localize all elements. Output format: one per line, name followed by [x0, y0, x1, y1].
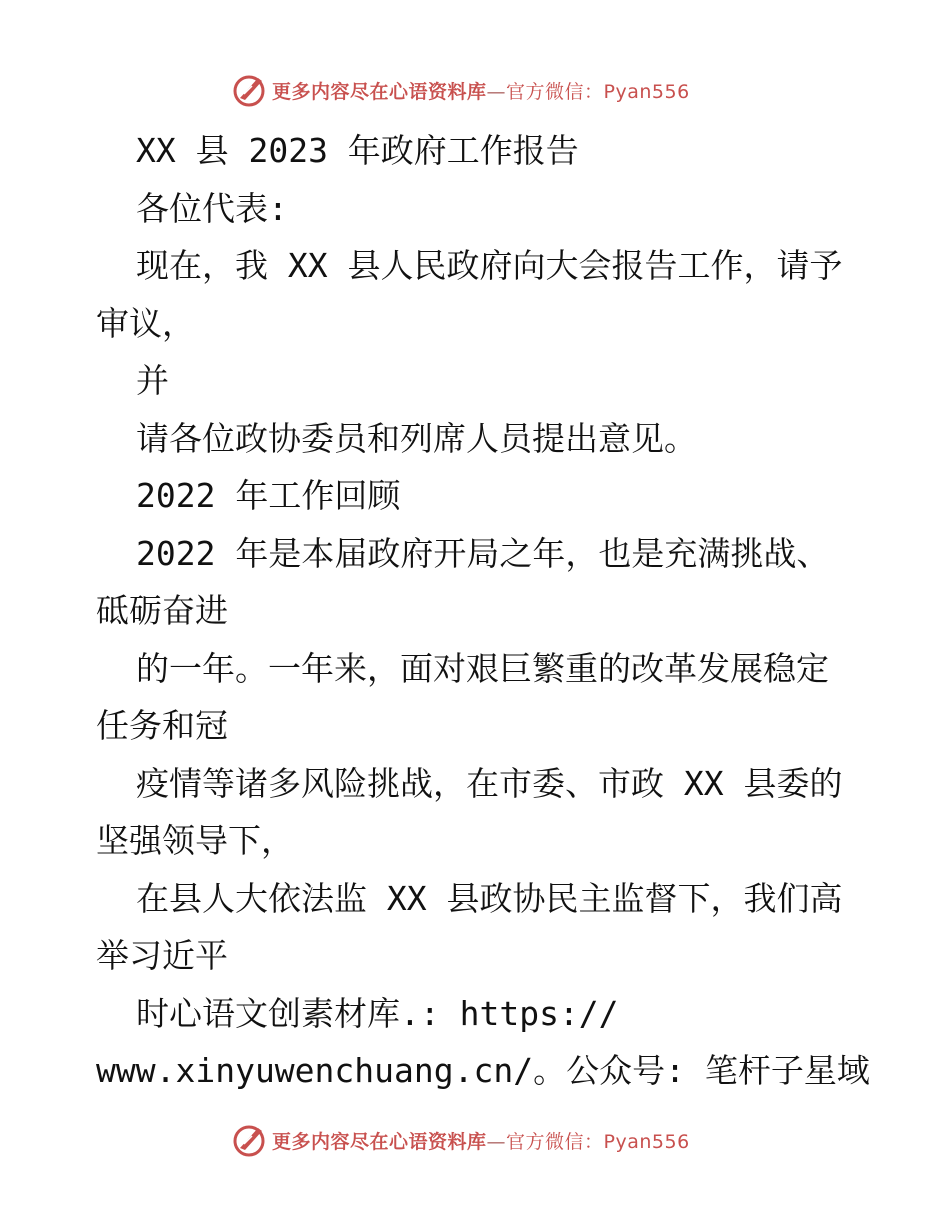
document-line: 疫情等诸多风险挑战，在市委、市政 XX 县委的: [136, 763, 843, 803]
document-line: 2022 年是本届政府开局之年，也是充满挑战、: [136, 533, 830, 573]
document-line: 坚强领导下，: [96, 821, 294, 860]
document-line: 在县人大依法监 XX 县政协民主监督下，我们高: [136, 878, 843, 918]
document-line: 现在，我 XX 县人民政府向大会报告工作，请予: [136, 246, 843, 285]
quill-seal-icon: [232, 1122, 268, 1158]
footer-banner: [232, 1120, 732, 1160]
banner-text: 更多内容尽在心语资料库—官方微信：Pyan556: [272, 1130, 690, 1153]
document-line: 审议，: [96, 303, 195, 343]
document-line: 各位代表:: [136, 188, 288, 228]
quill-seal-icon: [232, 72, 268, 108]
banner-text: 更多内容尽在心语资料库—官方微信：Pyan556: [272, 80, 690, 103]
document-line: 2022 年工作回顾: [136, 476, 401, 515]
document-line: 请各位政协委员和列席人员提出意见。: [136, 418, 697, 458]
document-body: [96, 122, 870, 1100]
document-line: 举习近平: [96, 936, 228, 975]
header-banner: [232, 70, 732, 110]
document-line: 砥砺奋进: [96, 591, 228, 630]
document-line: XX 县 2023 年政府工作报告: [136, 131, 579, 170]
document-line: www.xinyuwenchuang.cn/。公众号: 笔杆子星域: [96, 1051, 870, 1090]
document-line: 任务和冠: [96, 706, 228, 745]
document-line: 并: [136, 361, 169, 400]
document-line: 时心语文创素材库.: https://: [136, 993, 619, 1033]
document-line: 的一年。一年来，面对艰巨繁重的改革发展稳定: [136, 648, 829, 688]
